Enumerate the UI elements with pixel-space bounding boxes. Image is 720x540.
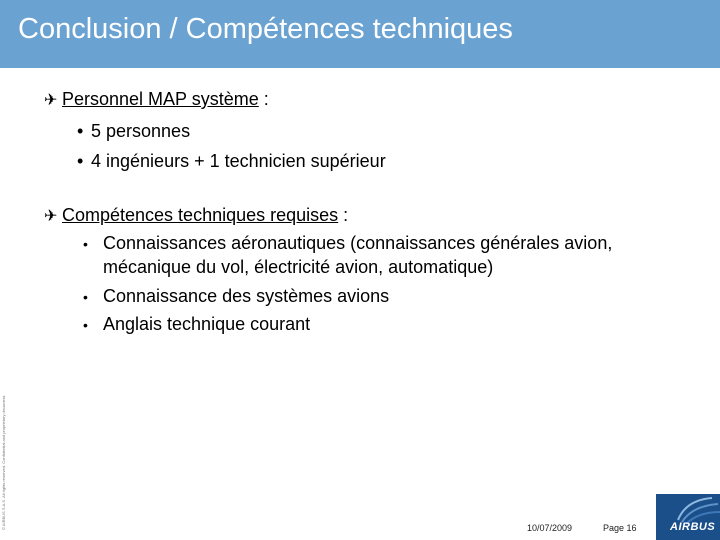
logo-swirl-icon	[656, 494, 720, 540]
section-heading-personnel: ✈ Personnel MAP système :	[44, 89, 269, 109]
list-item: • Anglais technique courant	[83, 314, 311, 334]
list-item-continuation: mécanique du vol, électricité avion, automatique)	[103, 257, 494, 277]
footer-date: 10/07/2009	[527, 523, 573, 533]
side-legal-text: © AIRBUS S.A.S. All rights reserved. Confidential and proprietary document.	[1, 394, 6, 530]
section-heading-label: Personnel MAP système	[62, 89, 259, 109]
airbus-logo	[656, 494, 720, 540]
logo-text: AIRBUS	[670, 521, 716, 533]
airplane-icon: ✈	[44, 92, 58, 109]
slide-title: Conclusion / Compétences techniques	[18, 13, 513, 45]
list-item: • 4 ingénieurs + 1 technicien supérieur	[77, 151, 386, 171]
section-heading-label: Compétences techniques requises	[62, 205, 339, 225]
section-heading-competences: ✈ Compétences techniques requises :	[44, 205, 349, 225]
list-item: • Connaissances aéronautiques (connaissances générales avion,	[83, 233, 613, 253]
airplane-icon: ✈	[44, 208, 58, 225]
list-item: • Connaissance des systèmes avions	[83, 286, 390, 306]
footer-page-number: Page 16	[603, 523, 637, 533]
list-item: • 5 personnes	[77, 121, 191, 141]
